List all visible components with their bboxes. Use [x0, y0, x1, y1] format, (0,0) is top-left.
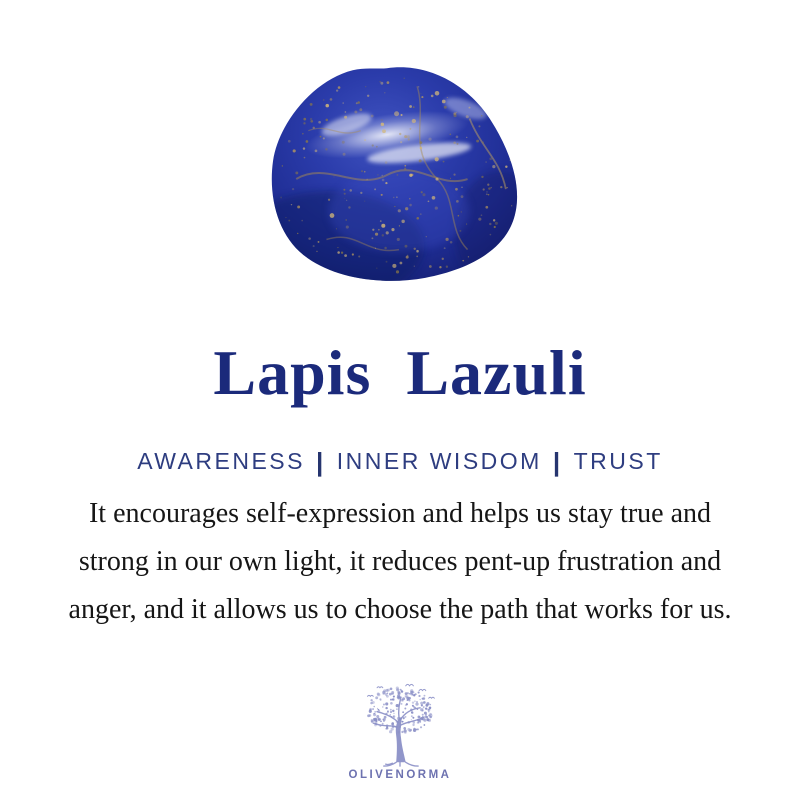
description-line: It encourages self-expression and helps us stay true and	[88, 498, 712, 529]
lapis-stone-photo	[268, 60, 526, 286]
brand-logo	[0, 682, 800, 781]
olive-tree-logo-icon	[354, 682, 446, 768]
keyword-segment: TRUST	[573, 448, 663, 474]
description-line: strong in our own light, it reduces pent-up frustration and	[78, 546, 722, 577]
lapis-stone-image	[268, 60, 526, 286]
description-line: anger, and it allows us to choose the path that works for us.	[68, 594, 732, 625]
stone-title: Lapis Lazuli	[213, 337, 587, 408]
stone-description	[0, 490, 800, 634]
brand-name: OLIVENORMA	[348, 769, 452, 781]
keyword-segment: INNER WISDOM	[336, 448, 542, 474]
keyword-separator: |	[315, 447, 326, 477]
stone-keywords	[0, 444, 800, 479]
keyword-segment: AWARENESS	[137, 448, 305, 474]
keyword-separator: |	[552, 447, 563, 477]
